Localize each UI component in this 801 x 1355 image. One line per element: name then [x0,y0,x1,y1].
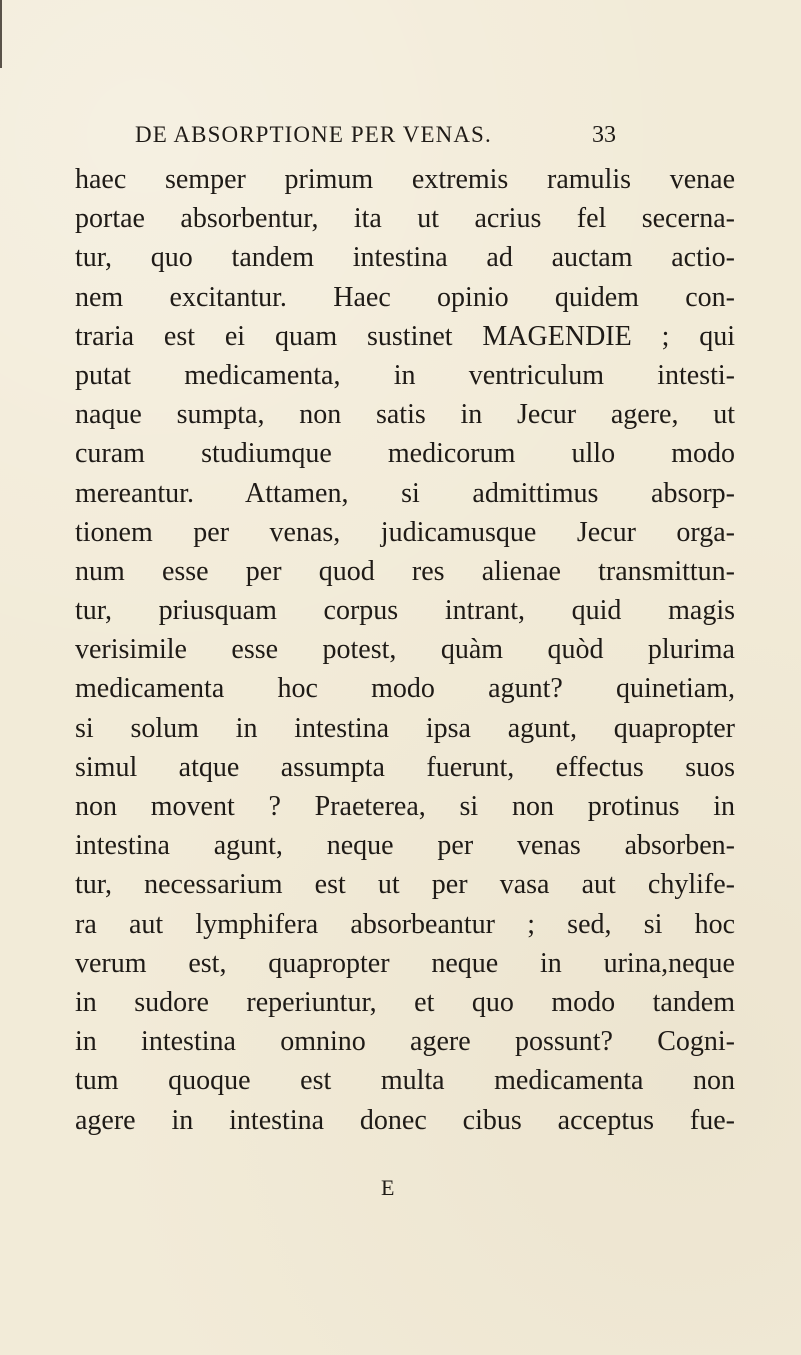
text-line: tionem per venas, judicamusque Jecur orga- [75,516,735,548]
catchword: E [381,1175,396,1200]
text-line: verisimile esse potest, quàm quòd plurima [75,634,735,666]
text-line: mereantur. Attamen, si admittimus absorp- [75,477,735,509]
body-text [75,160,735,1140]
page-number: 33 [592,122,616,148]
text-line: in sudore reperiuntur, et quo modo tandem [75,986,735,1018]
text-line: num esse per quod res alienae transmittun- [75,555,735,587]
text-line: tum quoque est multa medicamenta non [75,1065,735,1097]
text-line: si solum in intestina ipsa agunt, quapropter [75,712,735,744]
text-line: in intestina omnino agere possunt? Cogni- [75,1026,735,1058]
text-line: non movent ? Praeterea, si non protinus in [75,791,735,822]
text-line: curam studiumque medicorum ullo modo [75,438,735,470]
text-line: tur, quo tandem intestina ad auctam actio- [75,242,735,274]
text-line: portae absorbentur, ita ut acrius fel secerna- [75,203,735,235]
text-line: verum est, quapropter neque in urina,neque [75,947,735,979]
text-line: tur, priusquam corpus intrant, quid magis [75,595,735,627]
text-line: medicamenta hoc modo agunt? quinetiam, [75,673,735,705]
text-line: intestina agunt, neque per venas absorben- [75,830,735,862]
text-line: ra aut lymphifera absorbeantur ; sed, si hoc [75,908,735,940]
text-line: tur, necessarium est ut per vasa aut chylife- [75,869,735,901]
text-line: agere in intestina donec cibus acceptus fue- [75,1104,735,1136]
text-line: naque sumpta, non satis in Jecur agere, ut [75,399,735,431]
running-head [0,117,801,153]
page-edge-mark [0,0,2,68]
text-line: nem excitantur. Haec opinio quidem con- [75,281,735,313]
running-title: DE ABSORPTIONE PER VENAS. [135,122,492,147]
text-line: haec semper primum extremis ramulis venae [75,164,735,195]
text-line: putat medicamenta, in ventriculum intesti- [75,359,735,391]
text-line: traria est ei quam sustinet MAGENDIE ; qui [75,320,735,352]
text-line: simul atque assumpta fuerunt, effectus suos [75,751,735,783]
